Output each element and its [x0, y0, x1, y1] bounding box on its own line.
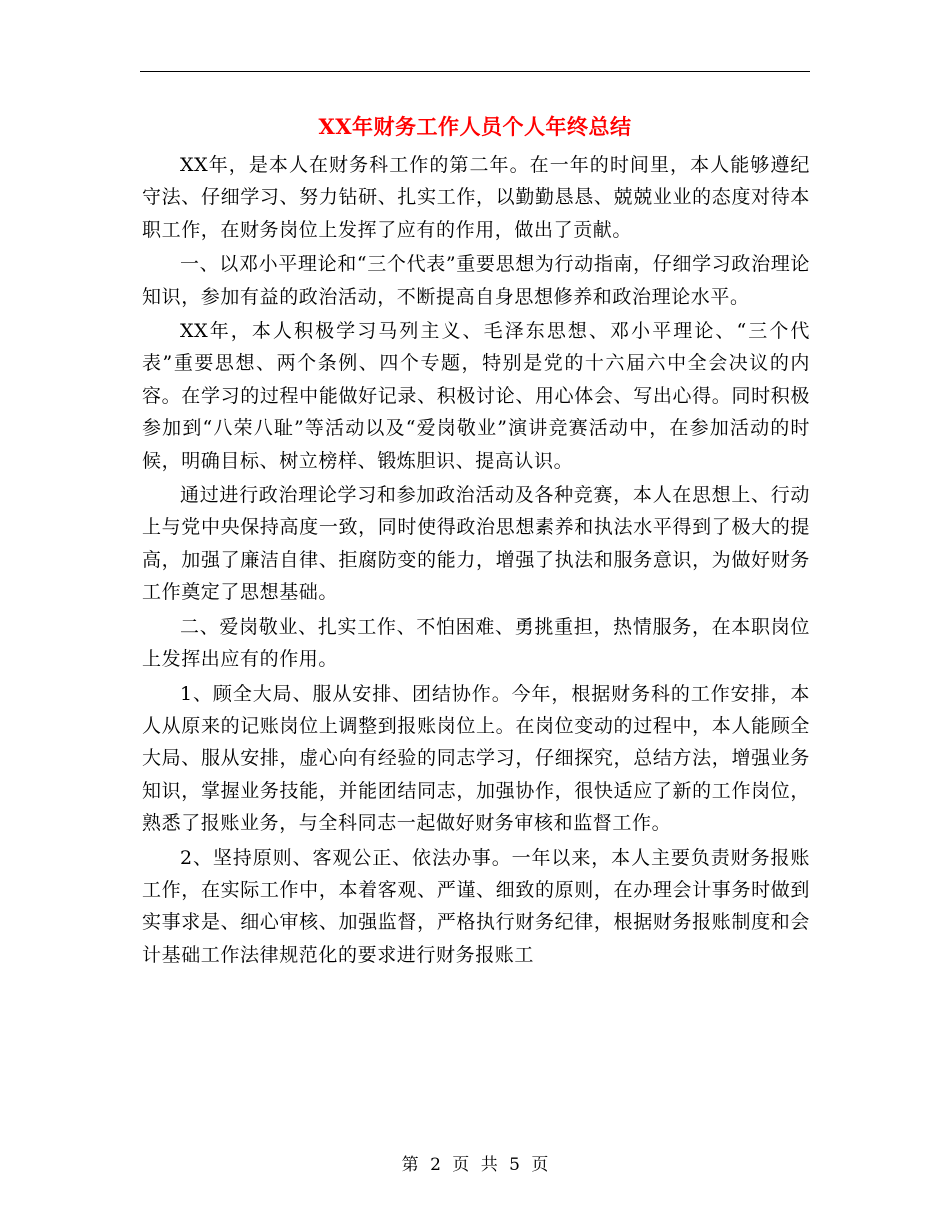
document-title: XX年财务工作人员个人年终总结	[318, 114, 632, 139]
header-rule	[140, 71, 810, 72]
paragraph: XX年，是本人在财务科工作的第二年。在一年的时间里，本人能够遵纪守法、仔细学习、努力钻研、扎实工作，以勤勤恳恳、兢兢业业的态度对待本职工作，在财务岗位上发挥了应有的作用，做出了贡献。	[142, 154, 810, 241]
paragraph: 2、坚持原则、客观公正、依法办事。一年以来，本人主要负责财务报账工作，在实际工作中，本着客观、严谨、细致的原则，在办理会计事务时做到实事求是、细心审核、加强监督，严格执行财务纪律，根据财务报账制度和会计基础工作法律规范化的要求进行财务报账工	[142, 846, 810, 966]
paragraph: 通过进行政治理论学习和参加政治活动及各种竞赛，本人在思想上、行动上与党中央保持高度一致，同时使得政治思想素养和执法水平得到了极大的提高，加强了廉洁自律、拒腐防变的能力，增强了执法和服务意识，为做好财务工作奠定了思想基础。	[142, 484, 810, 604]
document-body	[142, 149, 810, 973]
paragraph: XX年，本人积极学习马列主义、毛泽东思想、邓小平理论、“三个代表”重要思想、两个条例、四个专题，特别是党的十六届六中全会决议的内容。在学习的过程中能做好记录、积极讨论、用心体会、写出心得。同时积极参加到“八荣八耻”等活动以及“爱岗敬业”演讲竞赛活动中，在参加活动的时候，明确目标、树立榜样、锻炼胆识、提高认识。	[142, 320, 810, 472]
page-number: 第 2 页 共 5 页	[401, 1155, 549, 1175]
paragraph: 二、爱岗敬业、扎实工作、不怕困难、勇挑重担，热情服务，在本职岗位上发挥出应有的作用。	[142, 615, 810, 671]
paragraph: 一、以邓小平理论和“三个代表”重要思想为行动指南，仔细学习政治理论知识，参加有益的政治活动，不断提高自身思想修养和政治理论水平。	[142, 253, 810, 308]
paragraph: 1、顾全大局、服从安排、团结协作。今年，根据财务科的工作安排，本人从原来的记账岗位上调整到报账岗位上。在岗位变动的过程中，本人能顾全大局、服从安排，虚心向有经验的同志学习，仔细探究，总结方法，增强业务知识，掌握业务技能，并能团结同志，加强协作，很快适应了新的工作岗位，熟悉了报账业务，与全科同志一起做好财务审核和监督工作。	[142, 682, 810, 835]
